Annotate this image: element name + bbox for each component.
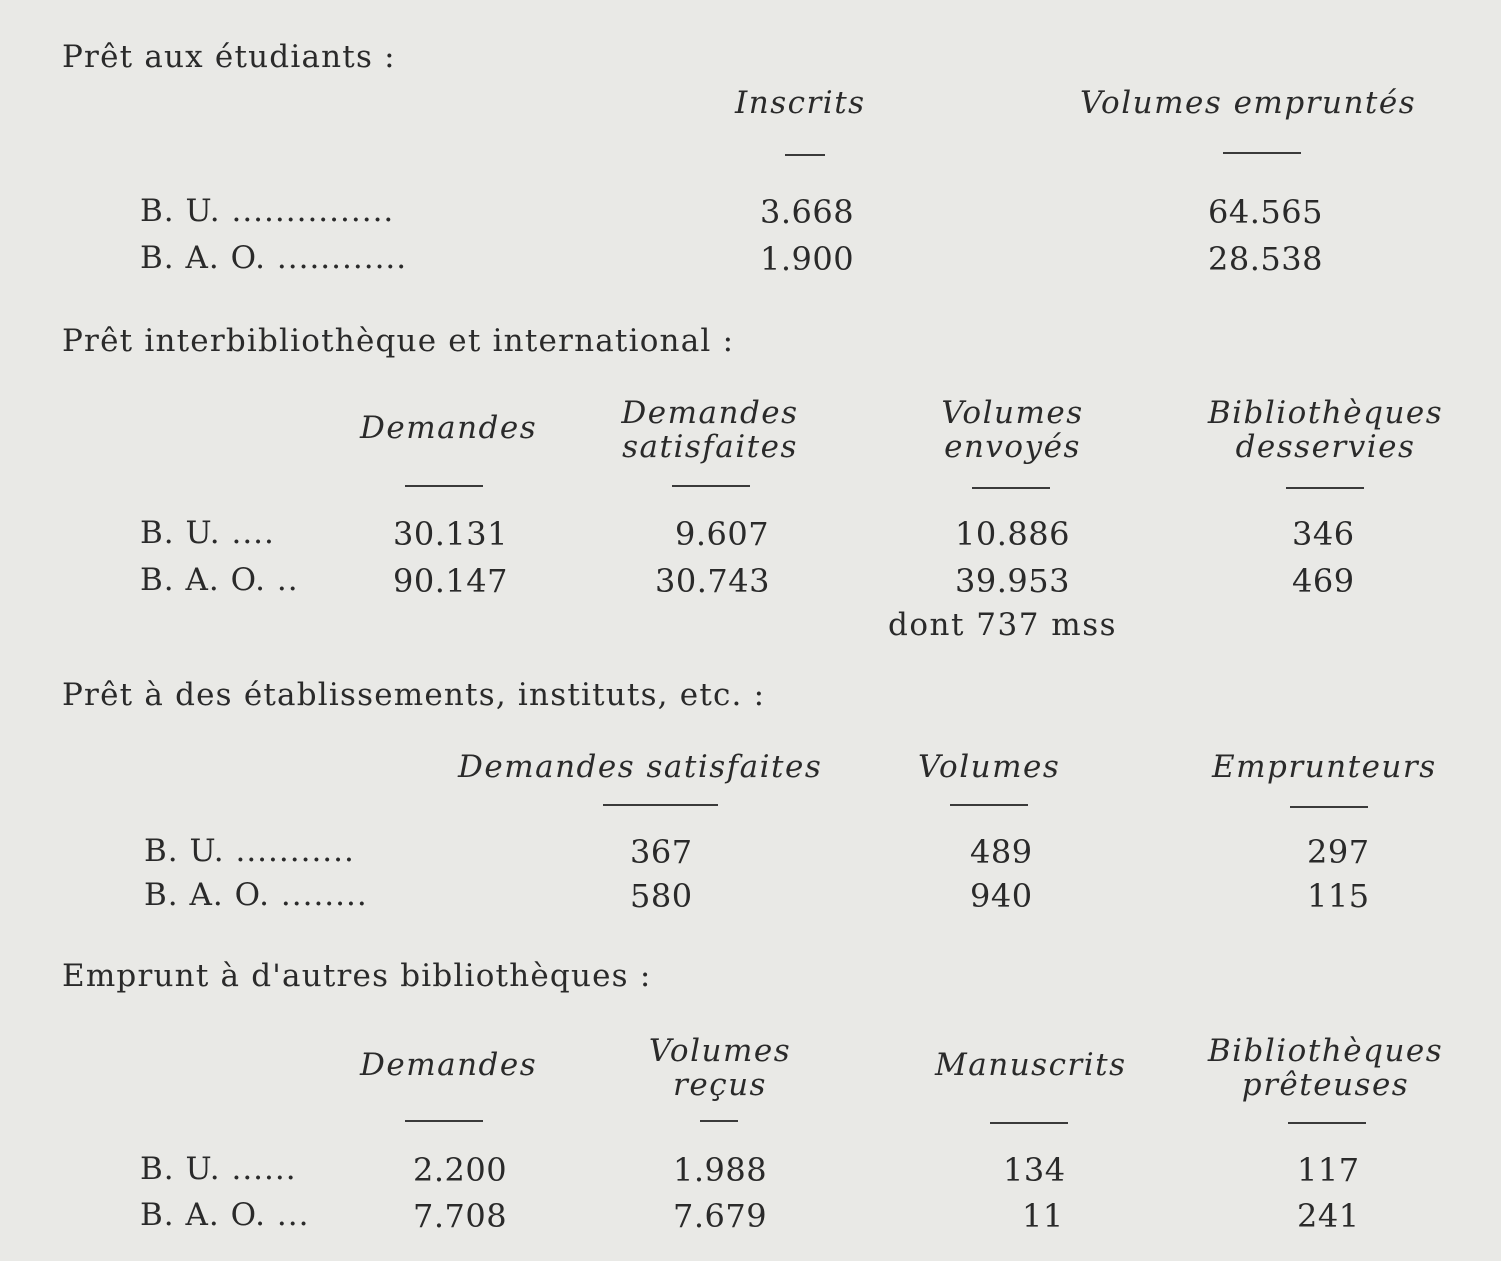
table-cell: 489 [970,833,1033,871]
table-cell: 64.565 [1208,193,1323,231]
column-header-volumes-empruntes: Volumes empruntés [1080,85,1417,121]
column-header-demandes: Demandes [360,410,538,446]
table-cell: 7.679 [673,1197,768,1235]
table-cell: 241 [1297,1197,1360,1235]
section-heading-interlibrary-loans: Prêt interbibliothèque et international : [62,323,735,359]
header-rule [405,485,483,487]
table-cell: 115 [1307,877,1370,915]
header-rule [972,487,1050,489]
header-rule [405,1120,483,1122]
column-header-volumes-recus: Volumes reçus [648,1033,792,1103]
table-cell: 30.743 [655,562,770,600]
header-rule [1290,806,1368,808]
column-header-bibliotheques-desservies: Bibliothèques desservies [1207,395,1444,465]
row-label-bu: B. U. ........... [144,833,355,869]
header-rule [603,804,718,806]
table-cell: 9.607 [675,515,770,553]
table-cell: 367 [630,833,693,871]
row-label-bu: B. U. .... [140,515,275,551]
header-rule [990,1122,1068,1124]
table-cell: 39.953 [955,562,1070,600]
table-cell: 30.131 [393,515,508,553]
header-rule [672,485,750,487]
table-note: dont 737 mss [888,607,1118,643]
table-cell: 117 [1297,1151,1360,1189]
header-rule [700,1120,738,1122]
header-rule [1288,1122,1366,1124]
table-cell: 7.708 [413,1197,508,1235]
table-cell: 134 [1003,1151,1066,1189]
row-label-bu: B. U. ............... [140,193,395,229]
header-rule [1223,152,1301,154]
header-rule [785,154,825,156]
column-header-inscrits: Inscrits [735,85,866,121]
table-cell: 11 [1022,1197,1064,1235]
table-cell: 346 [1292,515,1355,553]
header-rule [1286,487,1364,489]
table-cell: 580 [630,877,693,915]
section-heading-establishment-loans: Prêt à des établissements, instituts, etc. : [62,677,766,713]
table-cell: 469 [1292,562,1355,600]
header-rule [950,804,1028,806]
table-cell: 1.988 [673,1151,768,1189]
column-header-volumes-envoyes: Volumes envoyés [941,395,1084,465]
table-cell: 1.900 [760,240,855,278]
section-heading-borrowing: Emprunt à d'autres bibliothèques : [62,958,652,994]
row-label-bao: B. A. O. ........ [144,877,368,913]
row-label-bao: B. A. O. .. [140,562,299,598]
column-header-demandes-satisfaites: Demandes satisfaites [621,395,799,465]
row-label-bao: B. A. O. ............ [140,240,408,276]
column-header-manuscrits: Manuscrits [935,1047,1127,1083]
column-header-bibliotheques-preteuses: Bibliothèques prêteuses [1207,1033,1444,1103]
table-cell: 10.886 [955,515,1070,553]
table-cell: 90.147 [393,562,508,600]
table-cell: 297 [1307,833,1370,871]
row-label-bao: B. A. O. ... [140,1197,310,1233]
column-header-demandes: Demandes [360,1047,538,1083]
column-header-volumes: Volumes [918,749,1061,785]
table-cell: 940 [970,877,1033,915]
column-header-emprunteurs: Emprunteurs [1212,749,1437,785]
table-cell: 28.538 [1208,240,1323,278]
table-cell: 3.668 [760,193,855,231]
row-label-bu: B. U. ...... [140,1151,297,1187]
table-cell: 2.200 [413,1151,508,1189]
section-heading-student-loans: Prêt aux étudiants : [62,39,396,75]
column-header-demandes-satisfaites: Demandes satisfaites [458,749,823,785]
